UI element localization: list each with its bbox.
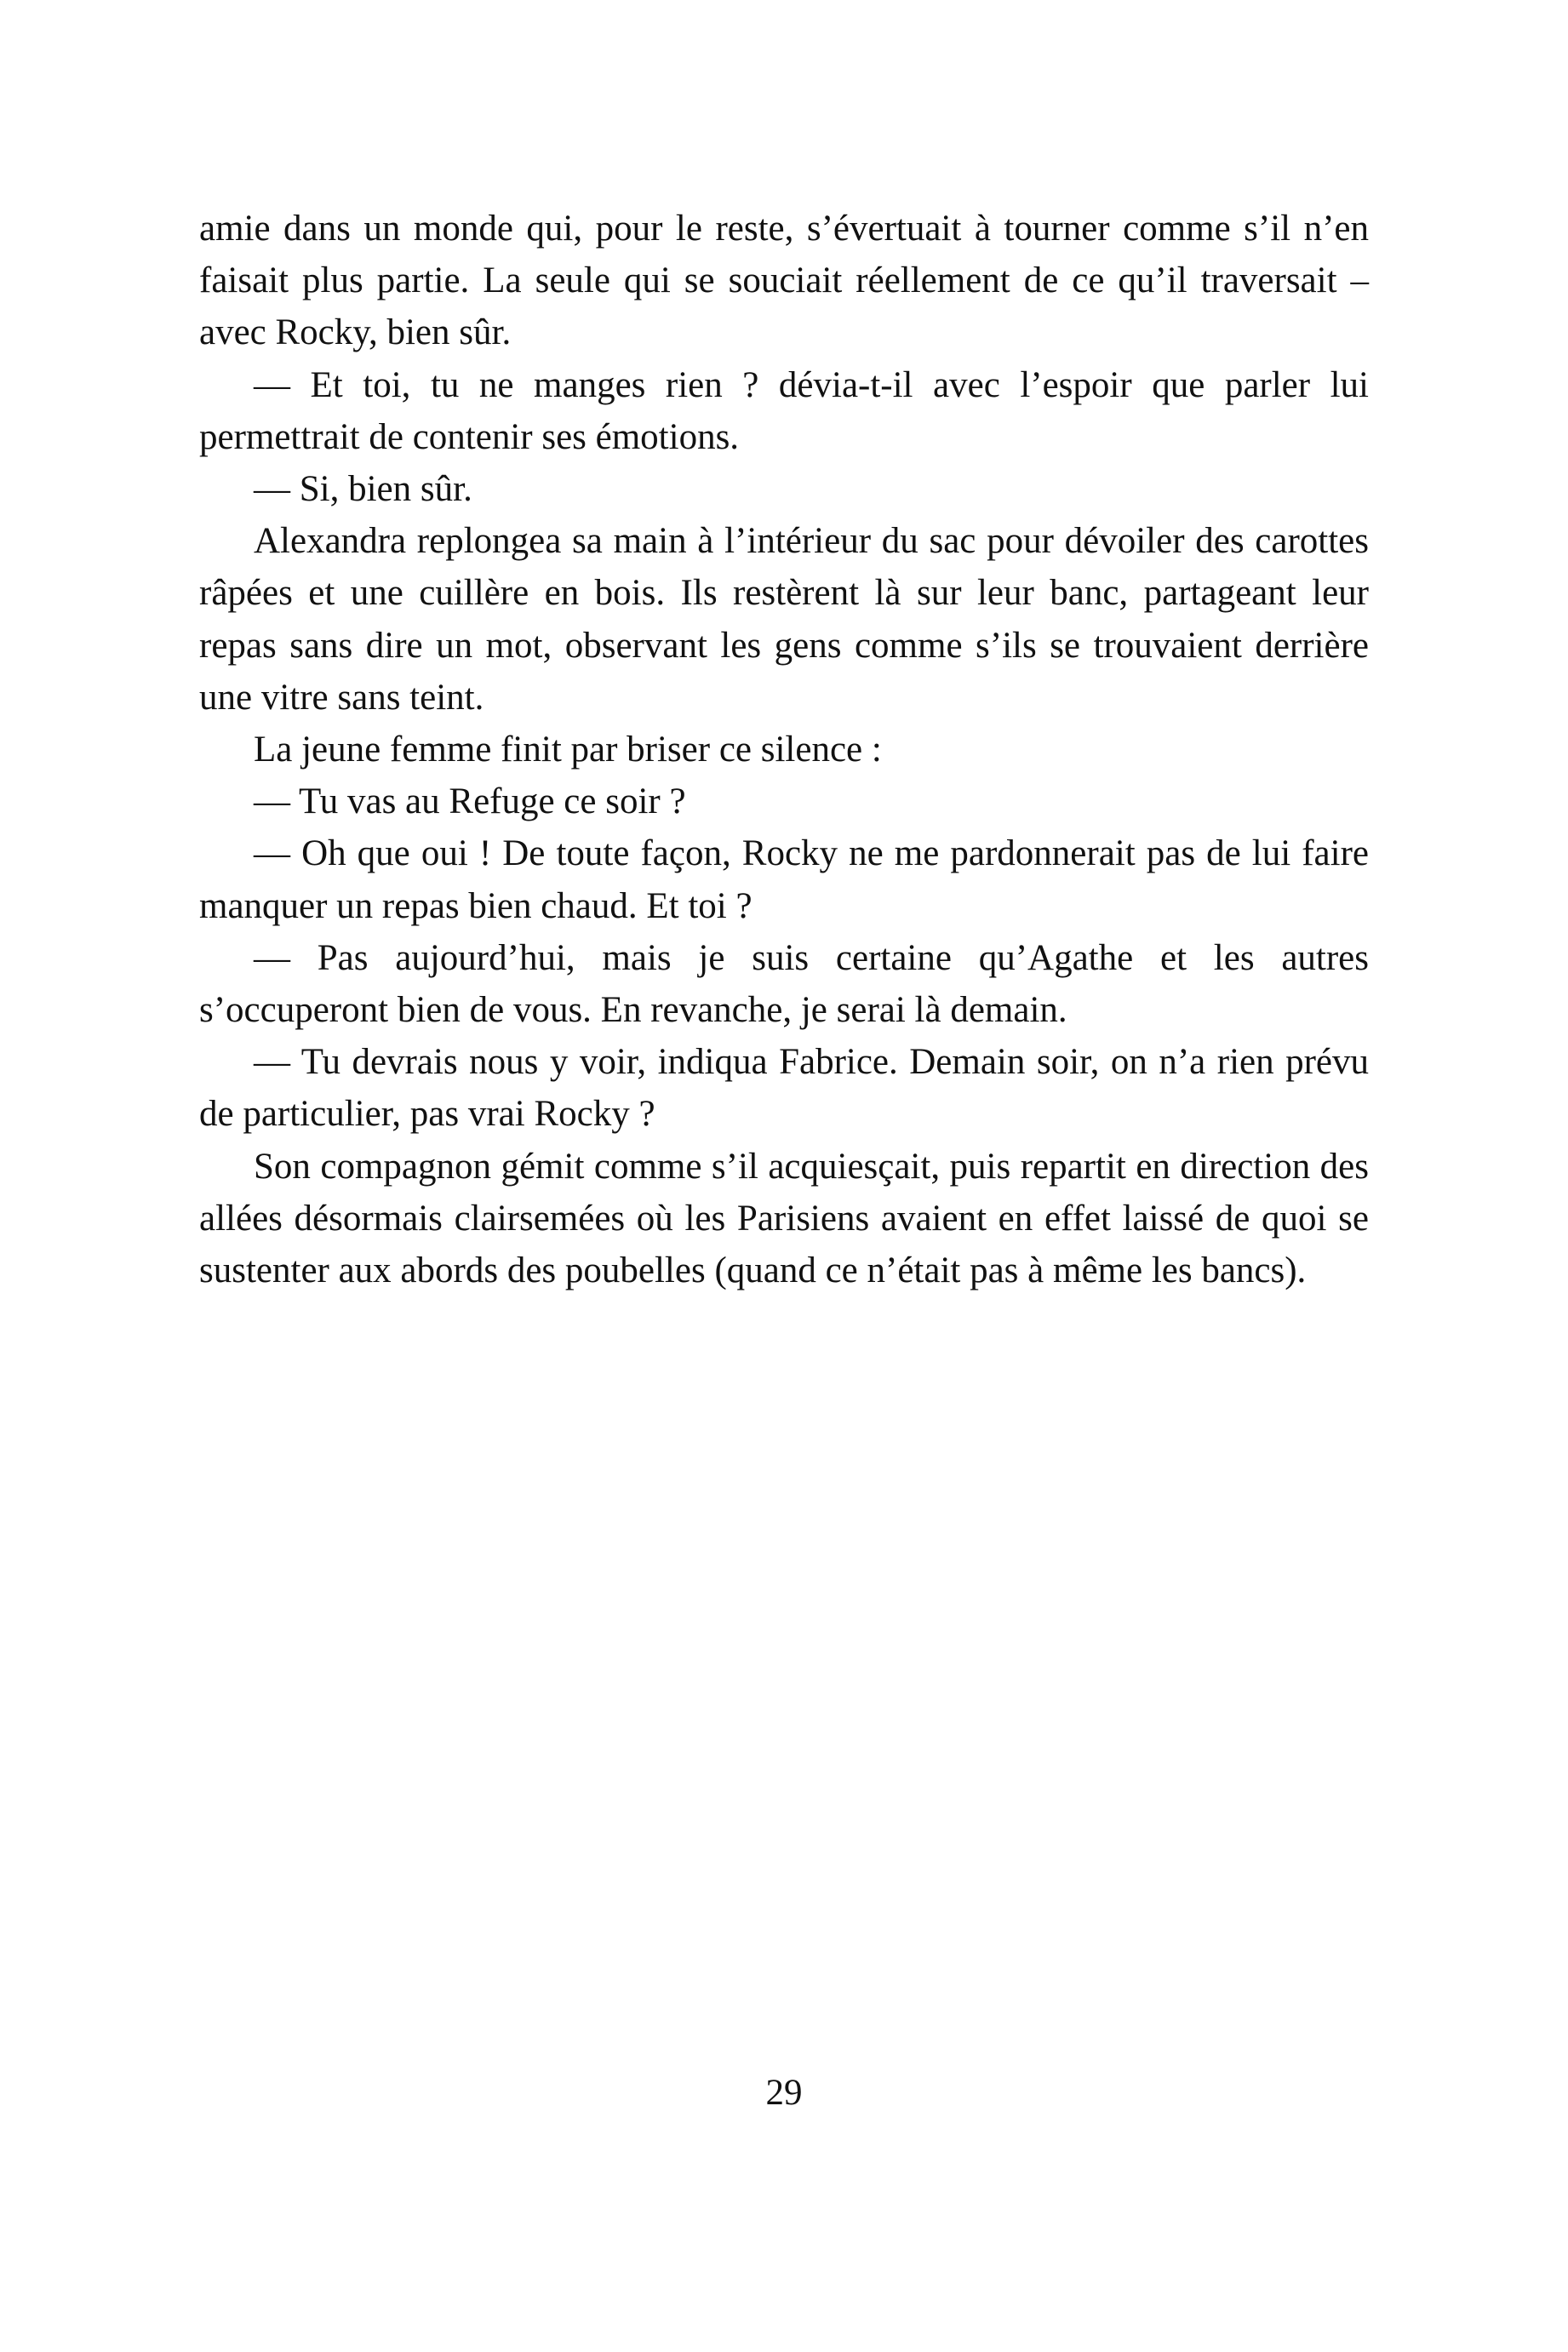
paragraph-dialogue: — Tu devrais nous y voir, indiqua Fabrice. Demain soir, on n’a rien prévu de particulier, pas vrai Rocky ? (199, 1042, 1369, 1135)
paragraph: Son compagnon gémit comme s’il acquiesçait, puis repartit en direction des allées désormais clairsemées où les Parisiens avaient en effet laissé de quoi se sustenter aux abords des poubelles (quand ce n’était pas à même les bancs). (199, 1146, 1369, 1291)
paragraph-dialogue: — Si, bien sûr. (254, 469, 472, 510)
paragraph-dialogue: — Et toi, tu ne manges rien ? dévia-t-il avec l’espoir que parler lui permettrait de contenir ses émotions. (199, 364, 1369, 457)
paragraph: Alexandra replongea sa main à l’intérieur du sac pour dévoiler des carottes râpées et une cuillère en bois. Ils restèrent là sur leur banc, partageant leur repas sans dire un mot, observant les gens comme s’ils se trouvaient derrière une vitre sans teint. (199, 521, 1369, 718)
paragraph: amie dans un monde qui, pour le reste, s’évertuait à tourner comme s’il n’en faisait plus partie. La seule qui se souciait réellement de ce qu’il traversait – avec Rocky, bien sûr. (199, 209, 1369, 353)
paragraph: La jeune femme finit par briser ce silence : (254, 730, 882, 770)
page-number: 29 (765, 2073, 803, 2113)
paragraph-dialogue: — Pas aujourd’hui, mais je suis certaine qu’Agathe et les autres s’occuperont bien de vous. En revanche, je serai là demain. (199, 937, 1369, 1031)
body-text (199, 203, 1369, 1296)
paragraph-dialogue: — Tu vas au Refuge ce soir ? (254, 781, 686, 822)
paragraph-dialogue: — Oh que oui ! De toute façon, Rocky ne me pardonnerait pas de lui faire manquer un repas bien chaud. Et toi ? (199, 833, 1369, 926)
